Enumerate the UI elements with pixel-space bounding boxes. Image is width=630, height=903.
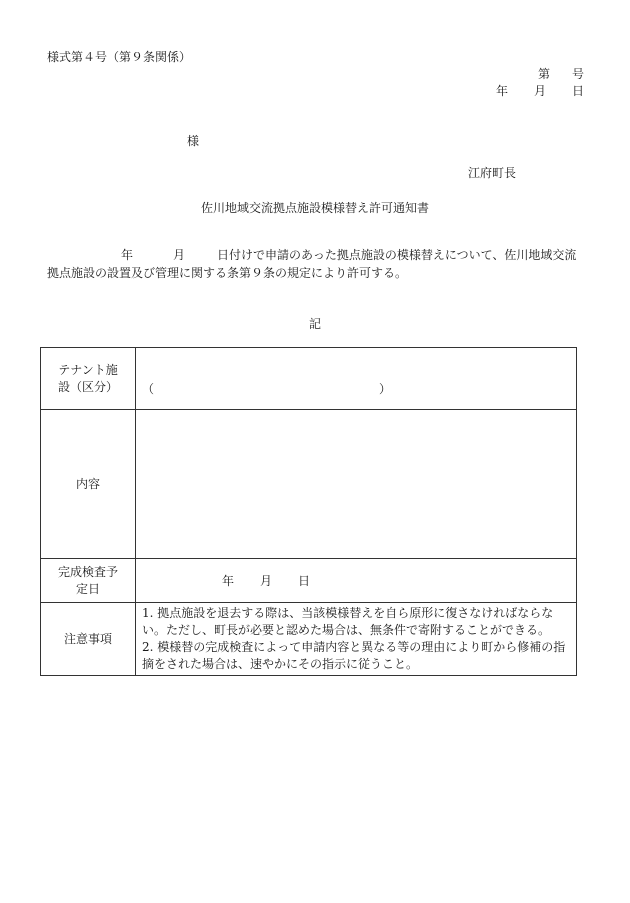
body-text: 日付けで申請のあった拠点施設の模様替えについて、佐川地域交流拠点施設の設置及び管理に関する条第９条の規定により許可する。 xyxy=(47,248,577,280)
inspection-day: 日 xyxy=(298,574,311,588)
notes-row xyxy=(41,603,577,676)
body-month: 月 xyxy=(173,248,186,262)
inspection-date-cell[interactable] xyxy=(136,559,577,603)
inspection-year: 年 xyxy=(222,574,235,588)
number-dai: 第 xyxy=(537,67,550,81)
inspection-label-cell xyxy=(41,559,136,603)
number-go: 号 xyxy=(571,67,584,81)
tenant-label: テナント施設（区分） xyxy=(57,362,118,394)
issue-month: 月 xyxy=(533,84,546,98)
body-paragraph xyxy=(47,246,587,282)
issue-date-line xyxy=(496,83,584,99)
document-number-line xyxy=(538,66,584,82)
tenant-paren-close: ） xyxy=(379,382,392,396)
notes-label: 注意事項 xyxy=(63,631,112,646)
issuer-name: 江府町長 xyxy=(468,166,517,180)
inspection-row xyxy=(41,559,577,603)
addressee-suffix: 様 xyxy=(187,134,200,148)
tenant-label-cell xyxy=(41,348,136,410)
details-table xyxy=(40,347,577,676)
body-year: 年 xyxy=(121,248,134,262)
note-item-1: 1. 拠点施設を退去する際は、当該模様替えを自ら原形に復さなければならない。ただし、町長が必要と認めた場合は、無条件で寄附することができる。 xyxy=(142,606,554,637)
note-item-2: 2. 模様替の完成検査によって申請内容と異なる等の理由により町から修補の指摘をされた場合は、速やかにその指示に従うこと。 xyxy=(142,640,566,671)
notes-value-cell xyxy=(136,603,577,676)
content-row xyxy=(41,410,577,559)
inspection-month: 月 xyxy=(260,574,273,588)
ki-heading: 記 xyxy=(308,317,321,331)
tenant-value-cell[interactable] xyxy=(136,348,577,410)
content-label-cell xyxy=(41,410,136,559)
tenant-paren-open: （ xyxy=(142,382,155,396)
issue-year: 年 xyxy=(495,84,508,98)
form-number-label: 様式第４号（第９条関係） xyxy=(47,50,192,64)
tenant-row xyxy=(41,348,577,410)
document-title: 佐川地域交流拠点施設模様替え許可通知書 xyxy=(200,201,429,215)
inspection-label: 完成検査予定日 xyxy=(58,564,119,596)
notes-label-cell xyxy=(41,603,136,676)
content-value-cell[interactable] xyxy=(136,410,577,559)
content-label: 内容 xyxy=(75,476,100,491)
issue-day: 日 xyxy=(571,84,584,98)
